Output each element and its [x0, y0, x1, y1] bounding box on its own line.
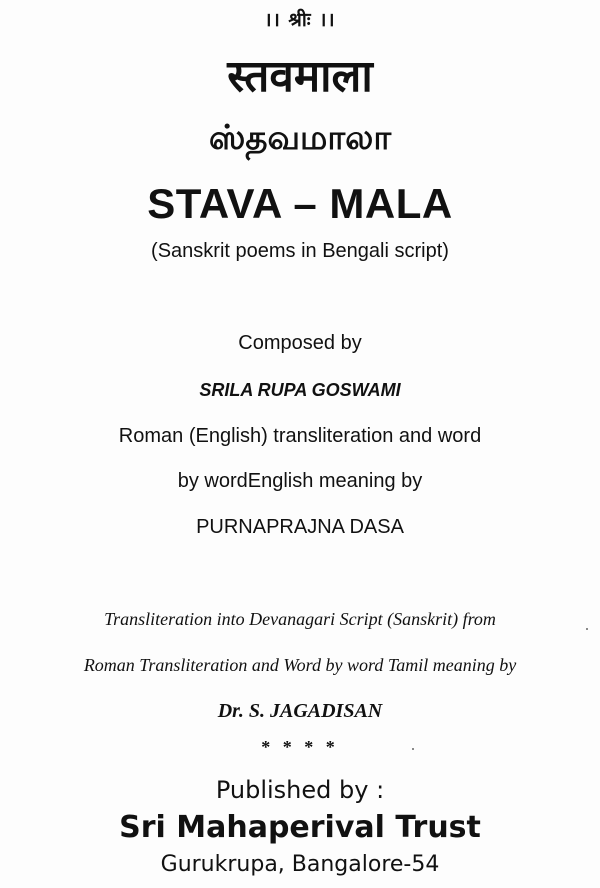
subtitle: (Sanskrit poems in Bengali script) — [151, 240, 449, 262]
author-name: SRILA RUPA GOSWAMI — [199, 380, 401, 400]
title-tamil: ஸ்தவமாலா — [208, 118, 392, 158]
transliteration-line-1: Roman (English) transliteration and word — [118, 425, 482, 447]
scan-speck — [412, 748, 414, 750]
title-devanagari: स्तवमाला — [227, 51, 373, 102]
devanagari-credit-line-2: Roman Transliteration and Word by word Tamil meaning by — [83, 655, 517, 675]
scan-speck — [586, 628, 588, 630]
devanagari-credit-line-1: Transliteration into Devanagari Script (Sanskrit) from — [104, 609, 496, 629]
invocation-text: ।। श्रीः ।। — [264, 9, 336, 31]
transliteration-line-2: by wordEnglish meaning by — [177, 470, 423, 492]
publisher-name: Sri Mahaperival Trust — [119, 810, 481, 845]
separator-stars: * * * * — [261, 737, 339, 757]
published-by-label: Published by : — [215, 776, 385, 804]
publisher-address: Gurukrupa, Bangalore-54 — [160, 852, 440, 877]
translator-name: PURNAPRAJNA DASA — [196, 516, 404, 538]
composed-by-label: Composed by — [238, 332, 362, 354]
title-roman: STAVA – MALA — [147, 180, 453, 227]
second-translator-name: Dr. S. JAGADISAN — [217, 700, 383, 722]
